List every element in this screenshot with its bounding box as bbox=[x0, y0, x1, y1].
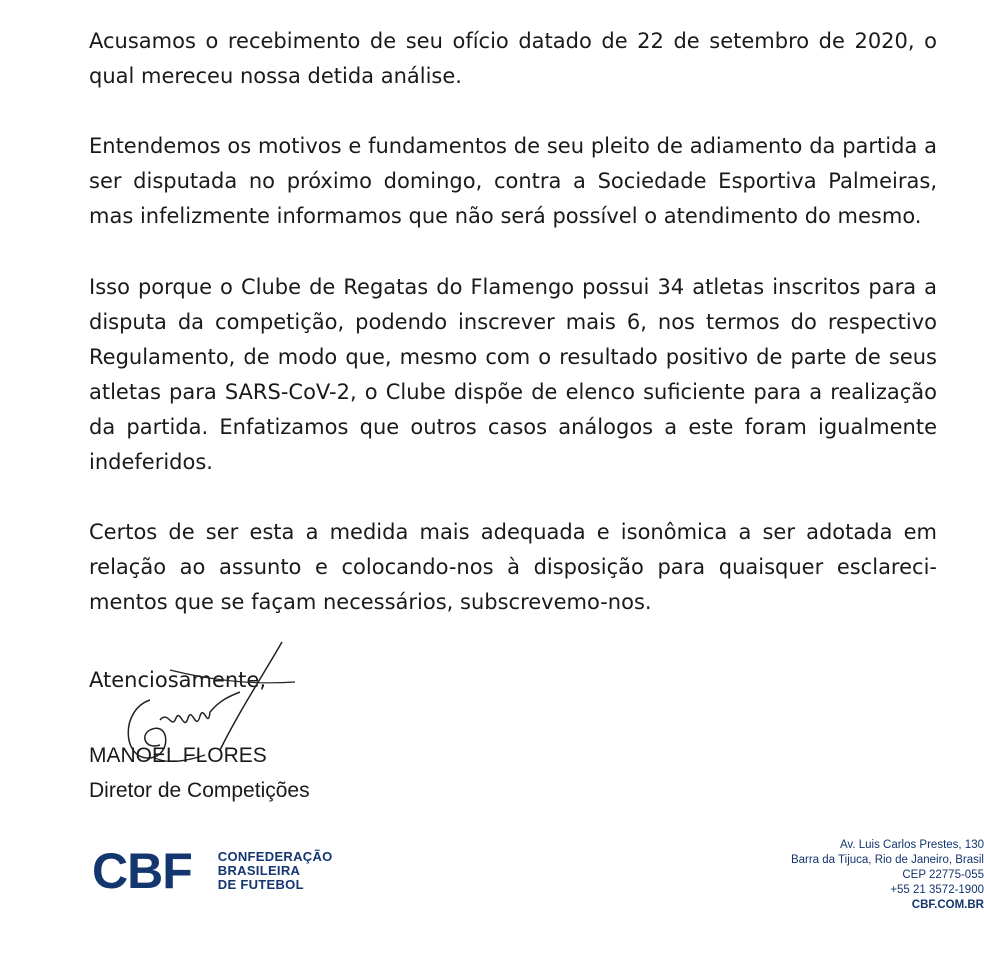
address-phone: +55 21 3572-1900 bbox=[890, 884, 984, 896]
address-postal-code: CEP 22775-055 bbox=[902, 869, 984, 881]
signatory-name: MANOEL FLORES bbox=[89, 744, 267, 767]
address-district: Barra da Tijuca, Rio de Janeiro, Brasil bbox=[790, 854, 984, 866]
signatory-title: Diretor de Competições bbox=[89, 779, 310, 802]
paragraph-4: Certos de ser esta a medida mais adequada e isonômica a ser adotada em relação ao assunto e colocando-nos à disposição para quaisquer esclareci-mentos que se façam necessários, subscrevemo-nos. bbox=[89, 520, 937, 614]
address-street: Av. Luis Carlos Prestes, 130 bbox=[839, 839, 984, 851]
cbf-logo-text bbox=[218, 850, 333, 892]
website-link[interactable]: CBF.COM.BR bbox=[911, 899, 984, 911]
logo-line-2: BRASILEIRA bbox=[217, 863, 301, 878]
cbf-logo-mark: CBF bbox=[92, 843, 192, 899]
cbf-logo bbox=[92, 843, 333, 899]
paragraph-2: Entendemos os motivos e fundamentos de seu pleito de adiamento da partida a ser disputada no próximo domingo, contra a Sociedade Esportiva Palmeiras, mas infelizmente informamos que não será possível o atendimento do mesmo. bbox=[89, 134, 937, 228]
closing-salutation: Atenciosamente, bbox=[89, 668, 267, 692]
paragraph-1: Acusamos o recebimento de seu ofício datado de 22 de setembro de 2020, o qual mereceu nossa detida análise. bbox=[89, 29, 937, 88]
logo-line-3: DE FUTEBOL bbox=[217, 877, 304, 892]
footer-address bbox=[791, 838, 984, 913]
logo-line-1: CONFEDERAÇÃO bbox=[217, 849, 333, 864]
paragraph-3: Isso porque o Clube de Regatas do Flamengo possui 34 atletas inscritos para a disputa da competição, podendo inscrever mais 6, nos termos do respectivo Regulamento, de modo que, mesmo com o resultado positivo de parte de seus atletas para SARS-CoV-2, o Clube dispõe de elenco suficiente para a realização da partida. Enfatizamos que outros casos análogos a este foram igualmente indeferidos. bbox=[89, 275, 937, 474]
